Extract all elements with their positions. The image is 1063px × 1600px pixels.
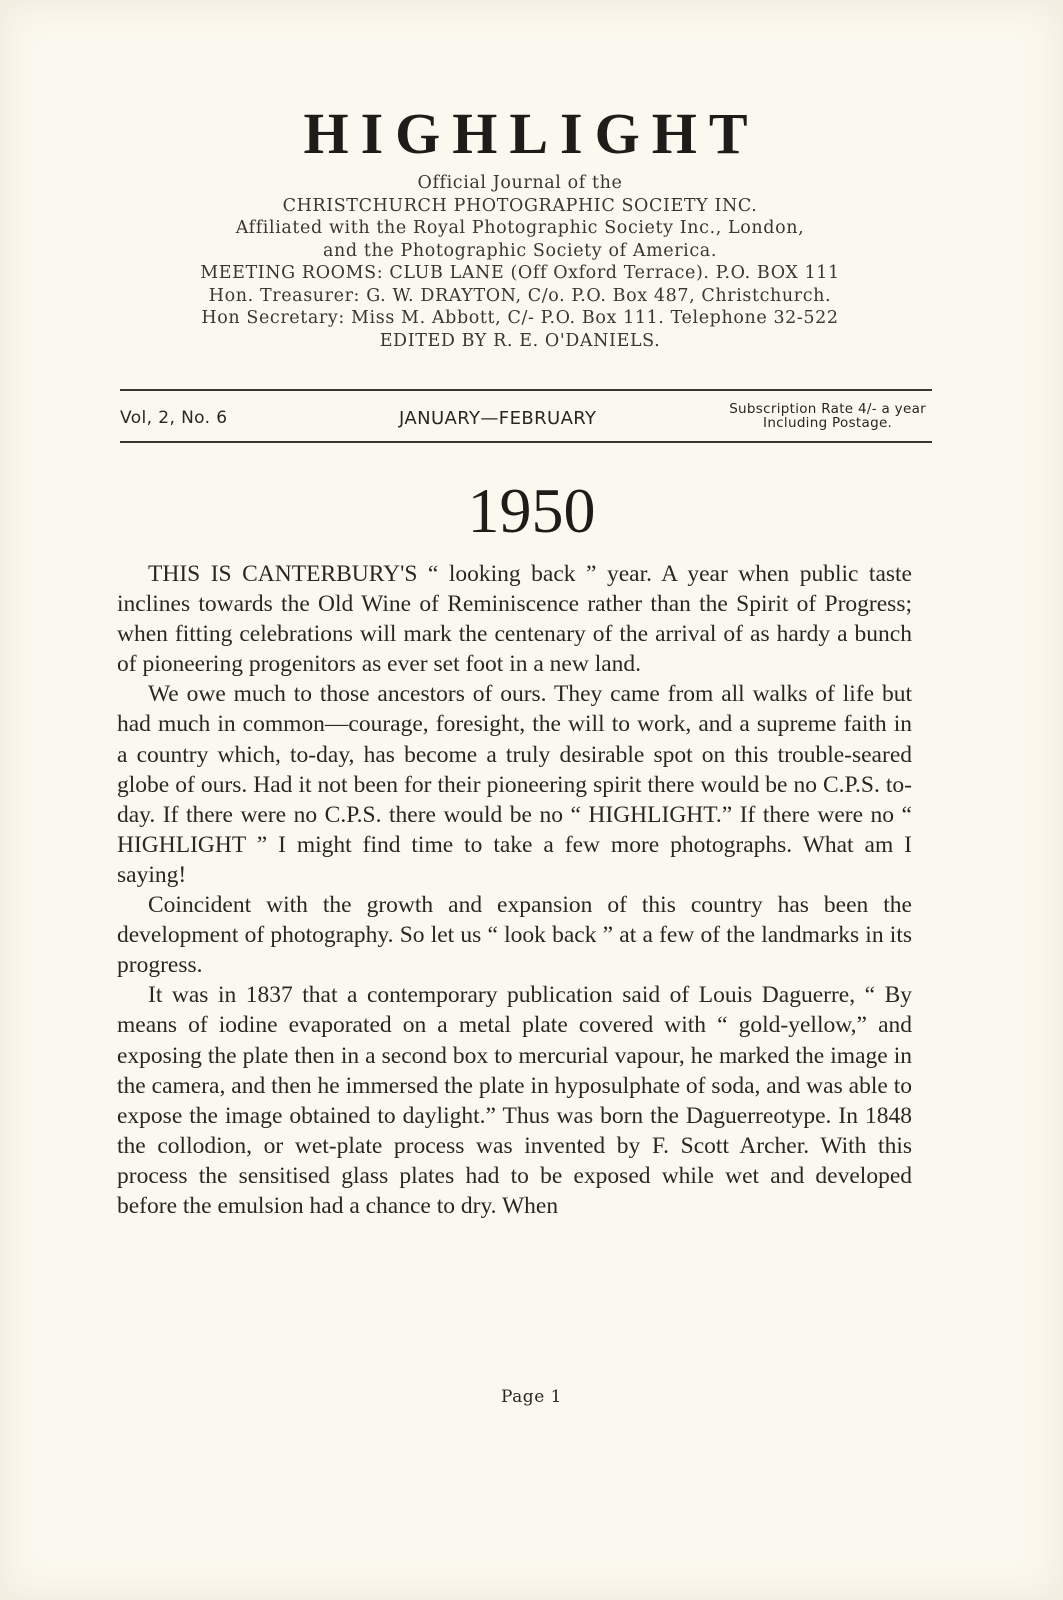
article-paragraph: Coincident with the growth and expansion of this country has been the development of photography. So let us “ look back ” at a few of the landmarks in its progress. <box>117 892 912 979</box>
subscription-line: Including Postage. <box>763 415 893 431</box>
header-line: MEETING ROOMS: CLUB LANE (Off Oxford Terrace). P.O. BOX 111 <box>200 263 840 283</box>
header-line: CHRISTCHURCH PHOTOGRAPHIC SOCIETY INC. <box>282 195 758 216</box>
article-paragraph: We owe much to those ancestors of ours. They came from all walks of life but had much in common—courage, foresight, the will to work, and a supreme faith in a country which, to-day, has become a truly desirable spot on this trouble-seared globe of ours. Had it not been for their pioneering spirit there would be no C.P.S. to-day. If there were no C.P.S. there would be no “ HIGHLIGHT.” If there were no “ HIGHLIGHT ” I might find time to take a few more photographs. What am I saying! <box>117 681 912 888</box>
issue-date: JANUARY—FEBRUARY <box>399 408 597 429</box>
header-line: Hon. Treasurer: G. W. DRAYTON, C/o. P.O. Box 487, Christchurch. <box>208 285 832 306</box>
header-line: EDITED BY R. E. O'DANIELS. <box>379 330 661 351</box>
header-line: Hon Secretary: Miss M. Abbott, C/- P.O. Box 111. Telephone 32-522 <box>201 308 839 328</box>
masthead-title: HIGHLIGHT <box>303 101 760 166</box>
year-heading: 1950 <box>467 475 596 546</box>
top-divider <box>120 389 932 391</box>
header-line: Official Journal of the <box>417 173 623 193</box>
article-body <box>117 559 912 1221</box>
volume-number: Vol, 2, No. 6 <box>120 408 228 428</box>
subscription-line: Subscription Rate 4/- a year <box>729 401 926 417</box>
issue-info-bar <box>120 400 932 440</box>
subscription-rate <box>729 402 926 430</box>
article-paragraph: It was in 1837 that a contemporary publication said of Louis Daguerre, “ By means of iodine evaporated on a metal plate covered with “ gold-yellow,” and exposing the plate then in a second box to mercurial vapour, he marked the image in the camera, and then he immersed the plate in hyposulphate of soda, and was able to expose the image obtained to daylight.” Thus was born the Daguerreotype. In 1848 the collodion, or wet-plate process was invented by F. Scott Archer. With this process the sensitised glass plates had to be exposed while wet and developed before the emulsion had a chance to dry. When <box>117 982 912 1219</box>
header-line: Affiliated with the Royal Photographic Society Inc., London, <box>235 218 805 238</box>
bottom-divider <box>120 441 932 443</box>
header-line: and the Photographic Society of America. <box>323 240 717 261</box>
page-number: Page 1 <box>501 1387 562 1407</box>
society-details <box>110 172 930 352</box>
article-paragraph: THIS IS CANTERBURY'S “ looking back ” year. A year when public taste inclines towards the Old Wine of Reminiscence rather than the Spirit of Progress; when fitting celebrations will mark the centenary of the arrival of as hardy a bunch of pioneering progenitors as ever set foot in a new land. <box>117 561 912 678</box>
